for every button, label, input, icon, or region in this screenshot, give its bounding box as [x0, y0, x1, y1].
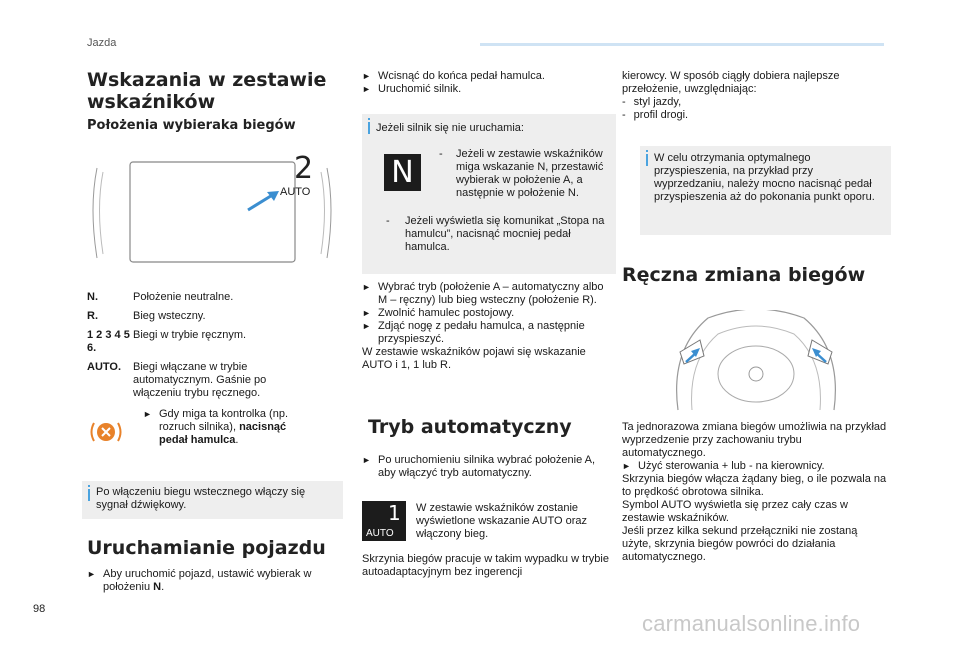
section-title-start: Uruchamianie pojazdu	[87, 537, 326, 559]
def-item: N. Położenie neutralne.	[87, 291, 234, 303]
auto-indicator-icon: 1 AUTO	[362, 501, 406, 541]
warning-instruction: ► Gdy miga ta kontrolka (np. rozruch silnika), nacisnąć pedał hamulca.	[143, 408, 289, 446]
section-title-manual: Ręczna zmiana biegów	[622, 264, 866, 286]
watermark: carmanualsonline.info	[642, 611, 861, 636]
info-box-reverse: Po włączeniu biegu wstecznego włączy się sygnał dźwiękowy.	[82, 481, 343, 519]
section-header: Jazda	[87, 37, 117, 49]
auto-label: AUTO	[280, 186, 311, 198]
col3-intro: kierowcy. W sposób ciągły dobiera najlepsze przełożenie, uwzględniając: - styl jazdy, - profil drogi.	[622, 70, 840, 121]
start-step: ► Aby uruchomić pojazd, ustawić wybierak w położeniu N.	[87, 568, 312, 593]
steps-top: ► Wcisnąć do końca pedał hamulca. ► Uruchomić silnik.	[362, 70, 545, 95]
def-item: AUTO. Biegi włączane w trybie automatycznym. Gaśnie po włączeniu trybu ręcznego.	[87, 361, 267, 399]
manual-text: Ta jednorazowa zmiana biegów umożliwia na przykład wyprzedzenie przy zachowaniu trybu automatycznego. ► Użyć sterowania + lub - na kierownicy. Skrzynia biegów włącza żądany bieg, o ile pozwala na to prędkość obrotowa silnika. Symbol AUTO wyświetla się przez cały czas w zestawie wskaźników. Jeśli przez kilka sekund przełączniki nie zostaną użyte, skrzynia biegów powróci do działania automatycznego.	[622, 421, 887, 563]
brake-warning-icon	[89, 419, 123, 445]
info-marker	[646, 154, 648, 166]
def-item: R. Bieg wsteczny.	[87, 310, 206, 322]
steering-wheel-illustration	[658, 310, 854, 412]
definitions-list	[87, 291, 337, 400]
def-item: 1 2 3 4 5 6. Biegi w trybie ręcznym.	[87, 329, 247, 354]
info-box-no-start: Jeżeli silnik się nie uruchamia: N - Jeżeli w zestawie wskaźników miga wskazanie N, przestawić wybierak w położenie A, a następnie w położenie N. - Jeżeli wyświetla się komunikat „Stopa na hamulcu”, nacisnąć mocniej pedał hamulca.	[362, 114, 616, 274]
subtitle-gear-positions: Położenia wybieraka biegów	[87, 118, 296, 133]
info-marker	[88, 489, 90, 501]
auto-info-text: W zestawie wskaźników zostanie wyświetlone wskazanie AUTO oraz włączony bieg.	[416, 502, 587, 540]
steps-mid: ► Wybrać tryb (położenie A – automatyczny albo M – ręczny) lub bieg wsteczny (położenie R). ► Zwolnić hamulec postojowy. ► Zdjąć nogę z pedału hamulca, a następnie przyspieszyć. W zestawie wskaźników pojawi się wskazanie AUTO i 1, 1 lub R.	[362, 281, 604, 371]
info-marker	[368, 122, 370, 134]
header-rule	[480, 43, 884, 46]
page-number: 98	[33, 603, 46, 615]
n-indicator-icon: N	[384, 154, 421, 191]
auto-paragraph: Skrzynia biegów pracuje w takim wypadku w trybie autoadaptacyjnym bez ingerencji	[362, 553, 609, 578]
cluster-illustration	[87, 148, 337, 270]
auto-step: ► Po uruchomieniu silnika wybrać położenie A, aby włączyć tryb automatyczny.	[362, 454, 596, 479]
info-box-acceleration: W celu otrzymania optymalnego przyspieszenia, na przykład przy wyprzedzaniu, należy mocno nacisnąć pedał przyspieszenia aż do pokonania punkt oporu.	[640, 146, 891, 235]
gear-digit: 2	[294, 151, 314, 186]
section-title-auto: Tryb automatyczny	[368, 416, 572, 438]
main-title: Wskazania w zestawie wskaźników	[87, 69, 327, 113]
